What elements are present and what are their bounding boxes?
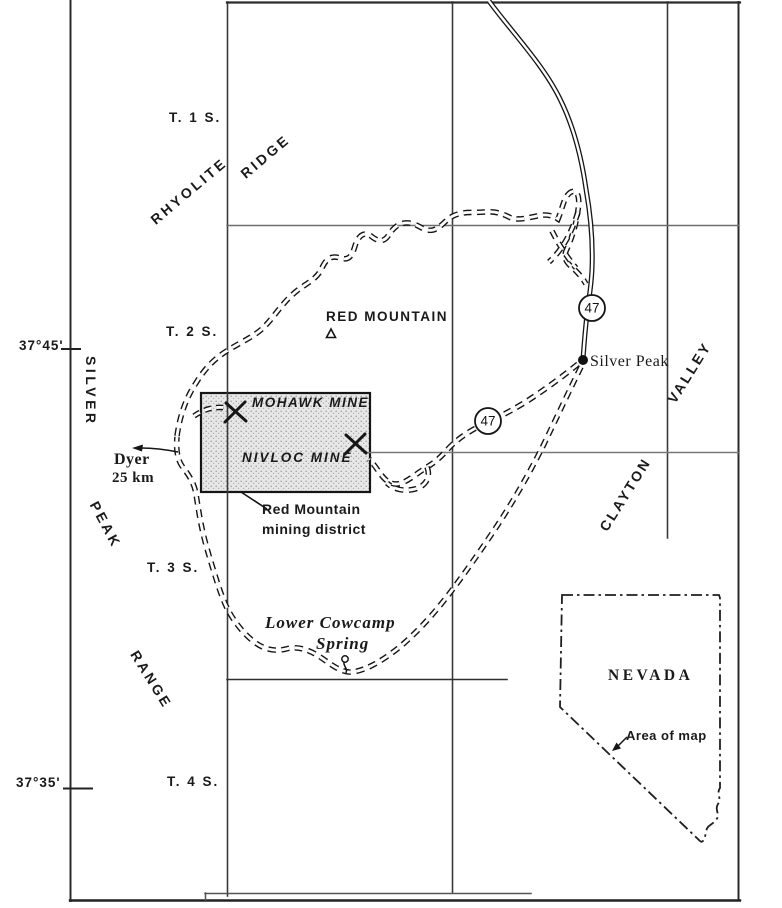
route-shield-north-number: 47: [584, 300, 600, 316]
geo-label-ridge: RIDGE: [237, 131, 294, 182]
township-label-t1s: T. 1 S.: [169, 110, 222, 125]
road-silverpeak-district-core: [369, 364, 578, 484]
geo-label-valley: VALLEY: [664, 338, 715, 406]
township-label-t4s: T. 4 S.: [167, 774, 220, 789]
nevada-state-outline: [560, 595, 720, 842]
district-label-line2: mining district: [262, 521, 366, 537]
geo-label-silver: SILVER: [83, 356, 99, 427]
township-label-t3s: T. 3 S.: [147, 560, 200, 575]
latitude-label-3745: 37°45': [19, 338, 64, 353]
inset-label-nevada: NEVADA: [608, 667, 694, 684]
geo-label-red-mountain: RED MOUNTAIN: [326, 309, 448, 324]
nevada-inset: [560, 595, 720, 842]
geo-label-peak: PEAK: [86, 498, 125, 551]
highway-casing: [489, 1, 592, 359]
route-shield-south-number: 47: [480, 413, 496, 429]
peak-triangle-red-mountain: [327, 329, 336, 338]
grid-lines: [62, 0, 740, 901]
spring-label-line1: Lower Cowcamp: [265, 613, 396, 632]
district-label-line1: Red Mountain: [262, 501, 361, 517]
town-label-silver-peak: Silver Peak: [590, 353, 669, 370]
mine-label-mohawk: MOHAWK MINE: [252, 395, 369, 410]
geo-label-range: RANGE: [127, 647, 176, 712]
route-shields: [475, 295, 605, 434]
spring-symbol: [342, 656, 348, 662]
mine-label-nivloc: NIVLOC MINE: [242, 450, 353, 465]
geo-label-rhyolite: RHYOLITE: [147, 154, 231, 228]
township-label-t2s: T. 2 S.: [166, 324, 219, 339]
road-silverpeak-district-casing: [369, 364, 578, 484]
inset-label-area-of-map: Area of map: [626, 728, 707, 743]
town-label-dyer: Dyer: [114, 451, 150, 468]
geo-label-clayton: CLAYTON: [596, 454, 655, 534]
town-dot-silver-peak: [578, 355, 588, 365]
dyer-distance-label: 25 km: [112, 470, 155, 486]
latitude-label-3735: 37°35': [16, 775, 61, 790]
highway-core: [489, 1, 592, 359]
spring-label-line2: Spring: [316, 634, 370, 653]
highway-47: [489, 1, 592, 359]
